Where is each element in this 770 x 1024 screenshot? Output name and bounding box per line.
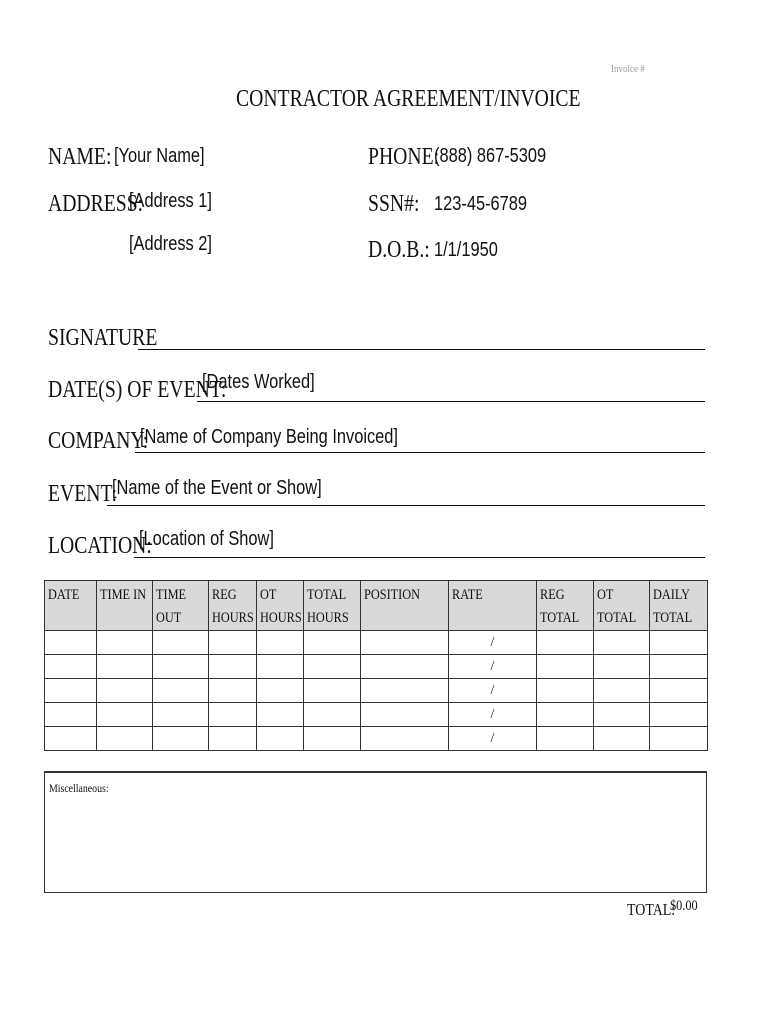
daily-total-cell[interactable] bbox=[650, 655, 708, 679]
dates-label: DATE(S) OF EVENT: bbox=[48, 377, 227, 403]
address2-field[interactable]: [Address 2] bbox=[129, 233, 212, 255]
total-hours-cell[interactable] bbox=[304, 679, 361, 703]
company-line bbox=[135, 452, 705, 453]
col-header-rate: RATE bbox=[449, 581, 537, 631]
total-hours-cell[interactable] bbox=[304, 631, 361, 655]
table-row bbox=[45, 727, 708, 751]
col-header-ot-total: OT TOTAL bbox=[594, 581, 650, 631]
rate-cell[interactable]: / bbox=[449, 727, 537, 751]
location-line bbox=[134, 557, 705, 558]
ot-hours-cell[interactable] bbox=[257, 679, 304, 703]
ot-hours-cell[interactable] bbox=[257, 727, 304, 751]
location-field[interactable]: [Location of Show] bbox=[139, 528, 274, 550]
time-in-cell[interactable] bbox=[97, 727, 153, 751]
company-label: COMPANY: bbox=[48, 428, 149, 454]
address-label: ADDRESS: bbox=[48, 191, 144, 217]
miscellaneous-box[interactable] bbox=[44, 771, 707, 893]
reg-total-cell[interactable] bbox=[537, 655, 594, 679]
ssn-field[interactable]: 123-45-6789 bbox=[434, 193, 528, 215]
reg-hours-cell[interactable] bbox=[209, 679, 257, 703]
document-title: CONTRACTOR AGREEMENT/INVOICE bbox=[236, 86, 581, 112]
name-label: NAME: bbox=[48, 144, 112, 170]
table-row bbox=[45, 655, 708, 679]
date-cell[interactable] bbox=[45, 679, 97, 703]
position-cell[interactable] bbox=[361, 655, 449, 679]
event-label: EVENT: bbox=[48, 481, 117, 507]
total-hours-cell[interactable] bbox=[304, 655, 361, 679]
dates-line bbox=[197, 401, 705, 402]
total-label: TOTAL: bbox=[627, 900, 676, 919]
col-header-daily-total: DAILY TOTAL bbox=[650, 581, 708, 631]
rate-cell[interactable]: / bbox=[449, 679, 537, 703]
company-field[interactable]: [Name of Company Being Invoiced] bbox=[140, 426, 398, 448]
col-header-time-out: TIME OUT bbox=[153, 581, 209, 631]
time-out-cell[interactable] bbox=[153, 727, 209, 751]
address1-field[interactable]: [Address 1] bbox=[129, 190, 212, 212]
time-in-cell[interactable] bbox=[97, 655, 153, 679]
ot-hours-cell[interactable] bbox=[257, 655, 304, 679]
date-cell[interactable] bbox=[45, 703, 97, 727]
col-header-position: POSITION bbox=[361, 581, 449, 631]
reg-total-cell[interactable] bbox=[537, 703, 594, 727]
dob-label: D.O.B.: bbox=[368, 237, 430, 263]
ot-hours-cell[interactable] bbox=[257, 631, 304, 655]
ot-total-cell[interactable] bbox=[594, 679, 650, 703]
phone-field[interactable]: (888) 867-5309 bbox=[434, 145, 547, 167]
daily-total-cell[interactable] bbox=[650, 679, 708, 703]
position-cell[interactable] bbox=[361, 727, 449, 751]
col-header-reg-total: REG TOTAL bbox=[537, 581, 594, 631]
col-header-ot-hours: OT HOURS bbox=[257, 581, 304, 631]
col-header-time-in: TIME IN bbox=[97, 581, 153, 631]
time-out-cell[interactable] bbox=[153, 679, 209, 703]
time-out-cell[interactable] bbox=[153, 631, 209, 655]
total-hours-cell[interactable] bbox=[304, 703, 361, 727]
col-header-total-hours: TOTAL HOURS bbox=[304, 581, 361, 631]
location-label: LOCATION: bbox=[48, 533, 152, 559]
ot-total-cell[interactable] bbox=[594, 703, 650, 727]
position-cell[interactable] bbox=[361, 703, 449, 727]
signature-line[interactable] bbox=[138, 349, 705, 350]
name-field[interactable]: [Your Name] bbox=[114, 145, 205, 167]
date-cell[interactable] bbox=[45, 631, 97, 655]
time-in-cell[interactable] bbox=[97, 679, 153, 703]
ot-hours-cell[interactable] bbox=[257, 703, 304, 727]
time-out-cell[interactable] bbox=[153, 703, 209, 727]
col-header-reg-hours: REG HOURS bbox=[209, 581, 257, 631]
time-out-cell[interactable] bbox=[153, 655, 209, 679]
rate-cell[interactable]: / bbox=[449, 655, 537, 679]
ot-total-cell[interactable] bbox=[594, 631, 650, 655]
work-hours-table bbox=[44, 580, 708, 751]
invoice-number-label: Invoice # bbox=[611, 63, 645, 75]
ot-total-cell[interactable] bbox=[594, 727, 650, 751]
total-value: $0.00 bbox=[670, 898, 698, 914]
rate-cell[interactable]: / bbox=[449, 703, 537, 727]
time-in-cell[interactable] bbox=[97, 703, 153, 727]
total-hours-cell[interactable] bbox=[304, 727, 361, 751]
reg-hours-cell[interactable] bbox=[209, 703, 257, 727]
date-cell[interactable] bbox=[45, 655, 97, 679]
reg-total-cell[interactable] bbox=[537, 631, 594, 655]
dates-field[interactable]: [Dates Worked] bbox=[202, 371, 315, 393]
event-line bbox=[107, 505, 705, 506]
reg-hours-cell[interactable] bbox=[209, 655, 257, 679]
table-row bbox=[45, 679, 708, 703]
table-row bbox=[45, 703, 708, 727]
position-cell[interactable] bbox=[361, 679, 449, 703]
table-row bbox=[45, 631, 708, 655]
dob-field[interactable]: 1/1/1950 bbox=[434, 239, 498, 261]
ssn-label: SSN#: bbox=[368, 191, 420, 217]
table-header-row bbox=[45, 581, 708, 631]
event-field[interactable]: [Name of the Event or Show] bbox=[112, 477, 322, 499]
reg-total-cell[interactable] bbox=[537, 679, 594, 703]
daily-total-cell[interactable] bbox=[650, 703, 708, 727]
signature-label: SIGNATURE bbox=[48, 325, 158, 351]
position-cell[interactable] bbox=[361, 631, 449, 655]
daily-total-cell[interactable] bbox=[650, 727, 708, 751]
time-in-cell[interactable] bbox=[97, 631, 153, 655]
ot-total-cell[interactable] bbox=[594, 655, 650, 679]
col-header-date: DATE bbox=[45, 581, 97, 631]
date-cell[interactable] bbox=[45, 727, 97, 751]
reg-hours-cell[interactable] bbox=[209, 727, 257, 751]
reg-hours-cell[interactable] bbox=[209, 631, 257, 655]
rate-cell[interactable]: / bbox=[449, 631, 537, 655]
daily-total-cell[interactable] bbox=[650, 631, 708, 655]
reg-total-cell[interactable] bbox=[537, 727, 594, 751]
miscellaneous-label: Miscellaneous: bbox=[49, 781, 109, 795]
phone-label: PHONE: bbox=[368, 144, 440, 170]
